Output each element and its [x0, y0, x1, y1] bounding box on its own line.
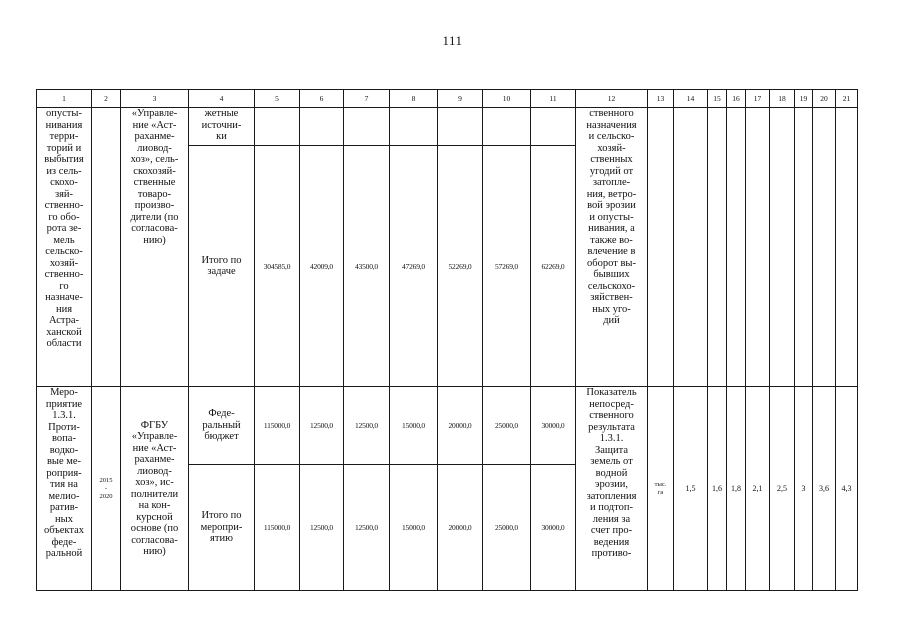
col-header: 18 — [770, 90, 795, 108]
col-header: 4 — [189, 90, 255, 108]
col-header: 2 — [92, 90, 121, 108]
measure-federal-value: 12500,0 — [344, 387, 390, 465]
program-table — [36, 89, 858, 591]
page-number: 111 — [442, 33, 463, 48]
col-header: 8 — [390, 90, 438, 108]
indicator-value: 2,1 — [746, 387, 770, 591]
cell-empty — [746, 108, 770, 387]
cell-empty — [531, 108, 576, 146]
measure-federal-value: 25000,0 — [483, 387, 531, 465]
task-total-value: 57269,0 — [483, 146, 531, 387]
cell-empty — [344, 108, 390, 146]
col-header: 10 — [483, 90, 531, 108]
cell-empty — [836, 108, 858, 387]
measure-row-federal — [37, 387, 858, 465]
col-header: 19 — [795, 90, 813, 108]
indicator-unit: тыс. га — [648, 387, 674, 591]
task-total-value: 42009,0 — [300, 146, 344, 387]
col-header: 16 — [727, 90, 746, 108]
cell-empty — [813, 108, 836, 387]
col-header: 3 — [121, 90, 189, 108]
header-row — [37, 90, 858, 108]
measure-total-value: 12500,0 — [344, 465, 390, 591]
indicator-value: 1,5 — [674, 387, 708, 591]
measure-period: 2015 - 2020 — [92, 387, 121, 591]
task-funding-source: жетные источни- ки — [189, 108, 255, 146]
task-total-value: 52269,0 — [438, 146, 483, 387]
cell-empty — [483, 108, 531, 146]
col-header: 20 — [813, 90, 836, 108]
cell-empty — [300, 108, 344, 146]
col-header: 6 — [300, 90, 344, 108]
indicator-value: 4,3 — [836, 387, 858, 591]
col-header: 1 — [37, 90, 92, 108]
measure-federal-value: 30000,0 — [531, 387, 576, 465]
measure-total-value: 115000,0 — [255, 465, 300, 591]
indicator-value: 3,6 — [813, 387, 836, 591]
task-total-value: 62269,0 — [531, 146, 576, 387]
cell-empty — [674, 108, 708, 387]
measure-federal-value: 20000,0 — [438, 387, 483, 465]
measure-funding-source: Феде- ральный бюджет — [189, 387, 255, 465]
measure-total-value: 30000,0 — [531, 465, 576, 591]
cell-empty — [438, 108, 483, 146]
indicator-value: 2,5 — [770, 387, 795, 591]
col-header: 9 — [438, 90, 483, 108]
col-header: 12 — [576, 90, 648, 108]
measure-total-value: 20000,0 — [438, 465, 483, 591]
measure-result-indicator: Показатель непосред- ственного результата 1.3.1. Защита земель от водной эрозии, затопления и подтоп- ления за счет про- ведения противо- — [576, 387, 648, 591]
measure-total-value: 25000,0 — [483, 465, 531, 591]
task-period — [92, 108, 121, 387]
measure-executors: ФГБУ «Управле- ние «Аст- раханме- лиовод- хоз», ис- полнители на кон- курсной основе (по согласова- нию) — [121, 387, 189, 591]
measure-total-value: 15000,0 — [390, 465, 438, 591]
measure-description: Меро- приятие 1.3.1. Проти- вопа- водко- вые ме- роприя- тия на мелио- ратив- ных объектах феде- ральной — [37, 387, 92, 591]
cell-empty — [795, 108, 813, 387]
task-total-label: Итого по задаче — [189, 146, 255, 387]
col-header: 11 — [531, 90, 576, 108]
indicator-value: 1,8 — [727, 387, 746, 591]
measure-federal-value: 15000,0 — [390, 387, 438, 465]
col-header: 21 — [836, 90, 858, 108]
task-total-value: 43500,0 — [344, 146, 390, 387]
cell-empty — [255, 108, 300, 146]
col-header: 13 — [648, 90, 674, 108]
cell-empty — [390, 108, 438, 146]
col-header: 15 — [708, 90, 727, 108]
col-header: 17 — [746, 90, 770, 108]
task-total-value: 47269,0 — [390, 146, 438, 387]
cell-empty — [648, 108, 674, 387]
task-description: опусты- нивания терри- торий и выбытия из сель- скохо- зяй- ственно- го обо- рота зе- мель сельско- хозяй- ственно- го назначе- ния Астра- ханской области — [37, 108, 92, 387]
indicator-value: 3 — [795, 387, 813, 591]
col-header: 14 — [674, 90, 708, 108]
measure-total-label: Итого по меропри- ятию — [189, 465, 255, 591]
col-header: 7 — [344, 90, 390, 108]
measure-total-value: 12500,0 — [300, 465, 344, 591]
task-total-value: 304585,0 — [255, 146, 300, 387]
cell-empty — [727, 108, 746, 387]
measure-federal-value: 115000,0 — [255, 387, 300, 465]
cell-empty — [708, 108, 727, 387]
measure-federal-value: 12500,0 — [300, 387, 344, 465]
cell-empty — [770, 108, 795, 387]
task-executors: «Управле- ние «Аст- раханме- лиовод- хоз», сель- скохозяй- ственные товаро- произво- дители (по согласова- нию) — [121, 108, 189, 387]
indicator-value: 1,6 — [708, 387, 727, 591]
col-header: 5 — [255, 90, 300, 108]
task-result-indicator: ственного назначения и сельско- хозяй- ственных угодий от затопле- ния, ветро- вой эрозии и опусты- нивания, а также во- влечение в оборот вы- бывших сельскохо- зяйствен- ных уго- дий — [576, 108, 648, 387]
task-row-sources — [37, 108, 858, 146]
